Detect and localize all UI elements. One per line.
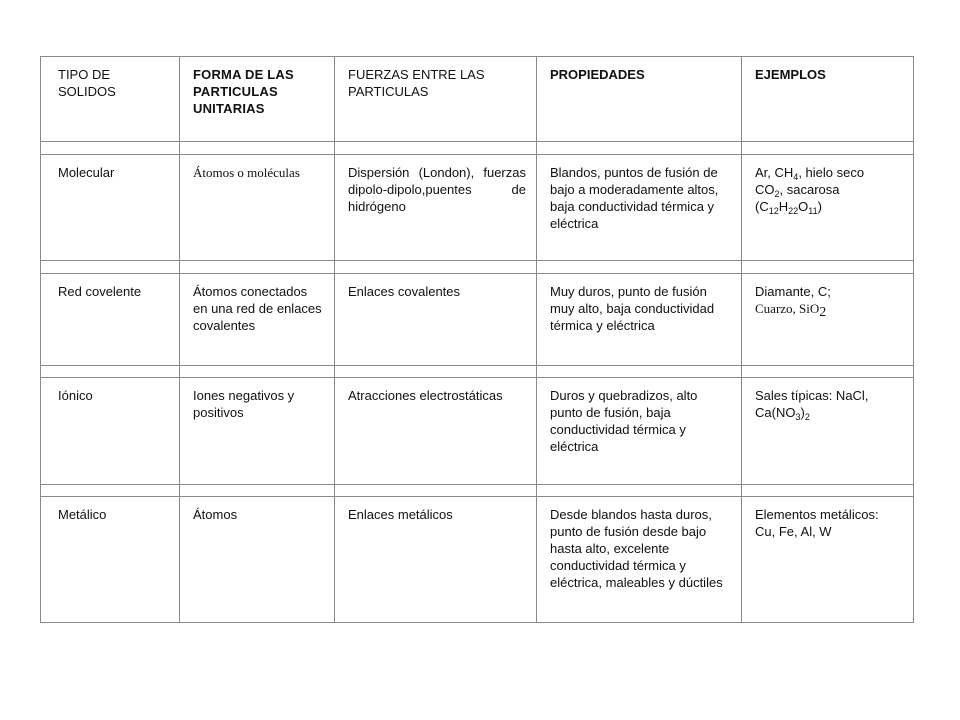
- cell-fuerzas: Enlaces covalentes: [335, 274, 537, 366]
- cell-tipo: Metálico: [41, 497, 180, 623]
- cell-fuerzas: Atracciones electrostáticas: [335, 378, 537, 485]
- spacer-row: [41, 142, 914, 155]
- cell-propiedades: Blandos, puntos de fusión de bajo a moderadamente altos, baja conductividad térmica y eléctrica: [537, 155, 742, 261]
- header-ejemplos: EJEMPLOS: [742, 57, 914, 142]
- header-fuerzas: FUERZAS ENTRE LAS PARTICULAS: [335, 57, 537, 142]
- header-propiedades: PROPIEDADES: [537, 57, 742, 142]
- cell-tipo: Molecular: [41, 155, 180, 261]
- cell-propiedades: Duros y quebradizos, alto punto de fusión, baja conductividad térmica y eléctrica: [537, 378, 742, 485]
- cell-ejemplos: Sales típicas: NaCl, $Ca(NO_3)_2$: [742, 378, 914, 485]
- table-row-molecular: [41, 155, 914, 261]
- cell-tipo: Red covelente: [41, 274, 180, 366]
- spacer-row: [41, 261, 914, 274]
- cell-forma: Átomos conectados en una red de enlaces covalentes: [180, 274, 335, 366]
- cell-ejemplos: Elementos metálicos: Cu, Fe, Al, W: [742, 497, 914, 623]
- cell-tipo: Iónico: [41, 378, 180, 485]
- cell-forma: Iones negativos y positivos: [180, 378, 335, 485]
- cell-propiedades: Muy duros, punto de fusión muy alto, baja conductividad térmica y eléctrica: [537, 274, 742, 366]
- header-forma: FORMA DE LAS PARTICULAS UNITARIAS: [180, 57, 335, 142]
- cell-fuerzas: Dispersión (London), fuerzas dipolo-dipolo,puentes de hidrógeno: [335, 155, 537, 261]
- solids-table: [40, 56, 914, 623]
- spacer-row: [41, 485, 914, 497]
- table-row-metalico: [41, 497, 914, 623]
- table-row-red-covelente: [41, 274, 914, 366]
- header-row: [41, 57, 914, 142]
- cell-ejemplos: Ar, $CH_4$, hielo seco $CO_2$, sacarosa $(C_{12}H_{22}O_{11})$: [742, 155, 914, 261]
- cell-ejemplos: Diamante, C; Cuarzo, SiO$_2$: [742, 274, 914, 366]
- cell-fuerzas: Enlaces metálicos: [335, 497, 537, 623]
- table-row-ionico: [41, 378, 914, 485]
- cell-propiedades: Desde blandos hasta duros, punto de fusión desde bajo hasta alto, excelente conductividad térmica y eléctrica, maleables y dúctiles: [537, 497, 742, 623]
- spacer-row: [41, 366, 914, 378]
- cell-forma: Átomos: [180, 497, 335, 623]
- header-tipo: TIPO DE SOLIDOS: [41, 57, 180, 142]
- cell-forma: Átomos o moléculas: [180, 155, 335, 261]
